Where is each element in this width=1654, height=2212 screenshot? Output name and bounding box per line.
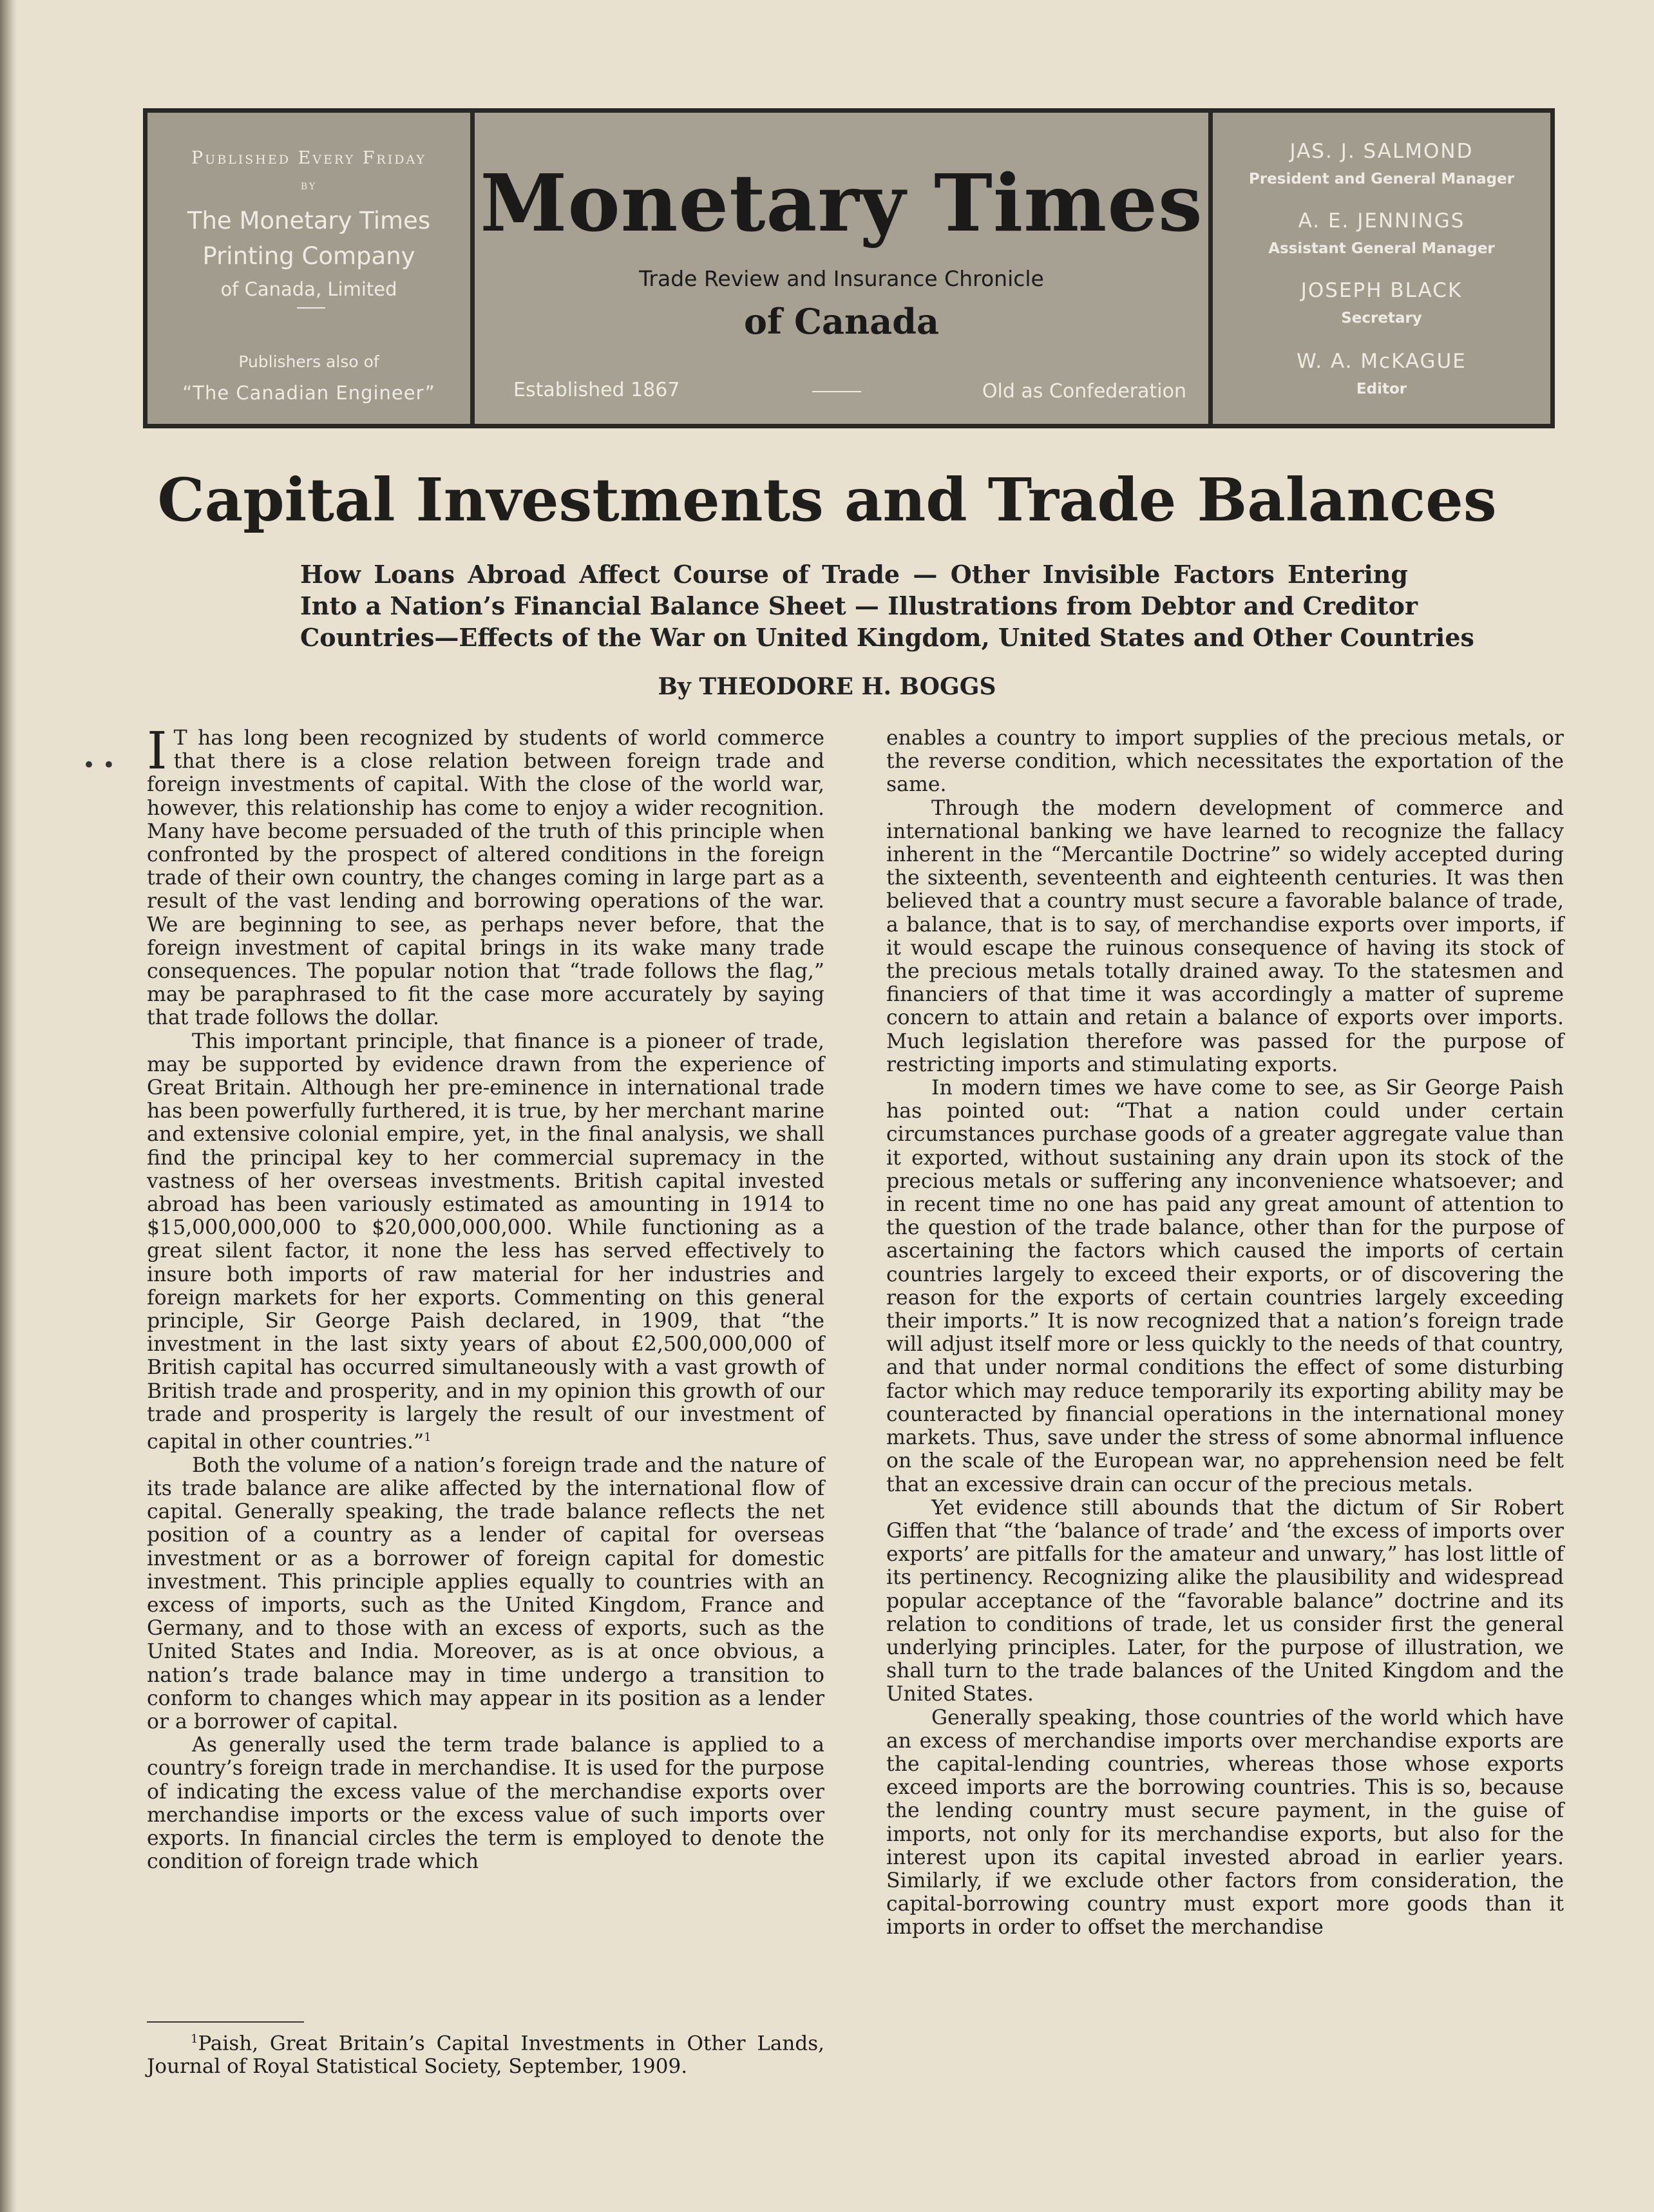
publication-of-canada: of Canada [743,301,939,342]
article-paragraph: Generally speaking, those countries of the world which have an excess of merchandise imports over merchandise exports are the capital-lending countries, whereas those whose exports exceed imports are the borrowing countries. This is so, because the lending country must secure payment, in the guise of imports, not only for its merchandise exports, but also for the interest upon its capital invested abroad in earlier years. Similarly, if we exclude other factors from consideration, the capital-borrowing country must export more goods than it imports in order to offset the merchandise [886,1706,1564,1940]
publication-tagline: Old as Confederation [982,380,1186,403]
article-paragraph [147,1030,824,1454]
publisher-name-line3: of Canada, Limited [220,278,397,300]
published-by: by [300,177,318,193]
article-paragraph: In modern times we have come to see, as Sir George Paish has pointed out: “That a nation could under certain circumstances purchase goods of a greater aggregate value than it exported, without sustaining any drain upon its stock of the precious metals or suffering any inconvenience whatsoever; and in recent time no one has paid any great amount of attention to the question of the trade balance, other than for the purpose of ascertaining the factors which caused the imports of certain countries largely to exceed their exports, or of discovering the reason for the exports of certain countries largely exceeding their imports.” It is now recognized that a nation’s foreign trade will adjust itself more or less quickly to the needs of that country, and that under normal conditions the effect of some disturbing factor which may reduce temporarily its exporting ability may be counteracted by financial operations in the international money markets. Thus, save under the stress of some abnormal influence on the scale of the European war, no apprehension need be felt that an excessive drain can occur of the precious metals. [886,1076,1564,1496]
deck-line: How Loans Abroad Affect Course of Trade — Other Invisible Factors Entering [300,560,1408,589]
article-headline: Capital Investments and Trade Balances [157,465,1497,535]
officer-role: Assistant General Manager [1268,240,1495,257]
masthead-divider [812,391,861,392]
publisher-name-line2: Printing Company [202,242,415,270]
publication-title: Monetary Times [480,157,1203,249]
article-column-right [886,727,1564,1940]
publisher-divider [297,307,325,309]
established-year: Established 1867 [513,379,680,401]
officer-role: Editor [1356,381,1407,397]
canadian-engineer: “The Canadian Engineer” [182,382,435,404]
publisher-name-line1: The Monetary Times [187,207,431,234]
article-paragraph [147,721,824,1030]
footnote-mark: 1 [191,2032,198,2046]
paragraph-text: This important principle, that finance is a pioneer of trade, may be supported by evidence drawn from the experience of Great Britain. Although her pre-eminence in international trade has been powerfully furthered, it is true, by her merchant marine and extensive colonial empire, yet, in the final analysis, we shall find the principal key to her commercial supremacy in the vastness of her overseas investments. British capital invested abroad has been variously estimated as amounting in 1914 to $15,000,000,000 to $20,000,000,000. While functioning as a great silent factor, it none the less has served effectively to insure both imports of raw material for her industries and foreign markets for her exports. Commenting on this general principle, Sir George Paish declared, in 1909, that “the investment in the last sixty years of about £2,500,000,000 of British capital has occurred simultaneously with a vast growth of British trade and prosperity, and in my opinion this growth of our trade and prosperity is largely the result of our investment of capital in other countries.” [147,1029,824,1454]
footnote-text: Paish, Great Britain’s Capital Investments in Other Lands, Journal of Royal Statistical Society, September, 1909. [147,2032,824,2079]
article-paragraph: enables a country to import supplies of the precious metals, or the reverse condition, which necessitates the exportation of the same. [886,727,1564,797]
footnote-rule [147,2021,304,2023]
officer-name: W. A. McKAGUE [1297,350,1467,373]
deck-line: Countries—Effects of the War on United Kingdom, United States and Other Countries [300,623,1474,652]
paragraph-text: T has long been recognized by students of world commerce that there is a close relation between foreign trade and foreign investments of capital. With the close of the world war, however, this relationship has come to enjoy a wider recognition. Many have become persuaded of the truth of this principle when confronted by the prospect of altered conditions in the foreign trade of their own country, the changes coming in large part as a result of the vast lending and borrowing operations of the war. We are beginning to see, as perhaps never before, that the foreign investment of capital brings in its wake many trade consequences. The popular notion that “trade follows the flag,” may be paraphrased to fit the case more accurately by saying that trade follows the dollar. [147,727,824,1030]
officer-name: A. E. JENNINGS [1298,209,1465,233]
article-paragraph: Both the volume of a nation’s foreign trade and the nature of its trade balance are alike affected by the international flow of capital. Generally speaking, the trade balance reflects the net position of a country as a lender of capital for overseas investment or as a borrower of foreign capital for domestic investment. This principle applies equally to countries with an excess of imports, such as the United Kingdom, France and Germany, and to those with an excess of exports, such as the United States and India. Moreover, as is at once obvious, a nation’s trade balance may in time undergo a transition to conform to changes which may appear in its position as a lender or a borrower of capital. [147,1453,824,1734]
article-column-left [147,721,824,1874]
publication-subtitle: Trade Review and Insurance Chronicle [639,266,1044,291]
publishers-also-of: Publishers also of [238,352,379,371]
masthead [143,108,1555,428]
published-every-friday: Published Every Friday [191,148,426,168]
deck-line: Into a Nation’s Financial Balance Sheet — Illustrations from Debtor and Creditor [300,591,1418,620]
officer-role: Secretary [1341,310,1422,327]
footnote [147,2028,824,2078]
drop-cap: I [147,721,167,781]
page-edge-shadow [0,0,17,2212]
officer-name: JAS. J. SALMOND [1289,140,1474,163]
officer-role: President and General Manager [1248,171,1515,187]
article-deck [300,558,1474,653]
margin-marks: • • [82,752,115,778]
masthead-publisher-panel [147,113,475,424]
masthead-title-panel [475,113,1213,424]
article-paragraph: As generally used the term trade balance is applied to a country’s foreign trade in merchandise. It is used for the purpose of indicating the excess value of the merchandise exports over merchandise imports or the excess value of such imports over exports. In financial circles the term is employed to denote the condition of foreign trade which [147,1733,824,1874]
masthead-officers-panel [1213,113,1550,424]
article-paragraph: Through the modern development of commerce and international banking we have learned to recognize the fallacy inherent in the “Mercantile Doctrine” so widely accepted during the sixteenth, seventeenth and eighteenth centuries. It was then believed that a country must secure a favorable balance of trade, a balance, that is to say, of merchandise exports over imports, if it would escape the ruinous consequence of having its stock of the precious metals totally drained away. To the statesmen and financiers of that time it was accordingly a matter of supreme concern to attain and retain a balance of exports over imports. Much legislation therefore was passed for the purpose of restricting imports and stimulating exports. [886,796,1564,1076]
footnote-ref: 1 [424,1431,432,1445]
officer-name: JOSEPH BLACK [1300,279,1463,302]
article-paragraph: Yet evidence still abounds that the dictum of Sir Robert Giffen that “the ‘balance of trade’ and ‘the excess of imports over exports’ are pitfalls for the amateur and unwary,” has lost little of its pertinency. Recognizing alike the plausibility and widespread popular acceptance of the “favorable balance” doctrine and its relation to conditions of trade, let us consider first the general underlying principles. Later, for the purpose of illustration, we shall turn to the trade balances of the United Kingdom and the United States. [886,1496,1564,1706]
article-byline: By THEODORE H. BOGGS [658,673,996,700]
